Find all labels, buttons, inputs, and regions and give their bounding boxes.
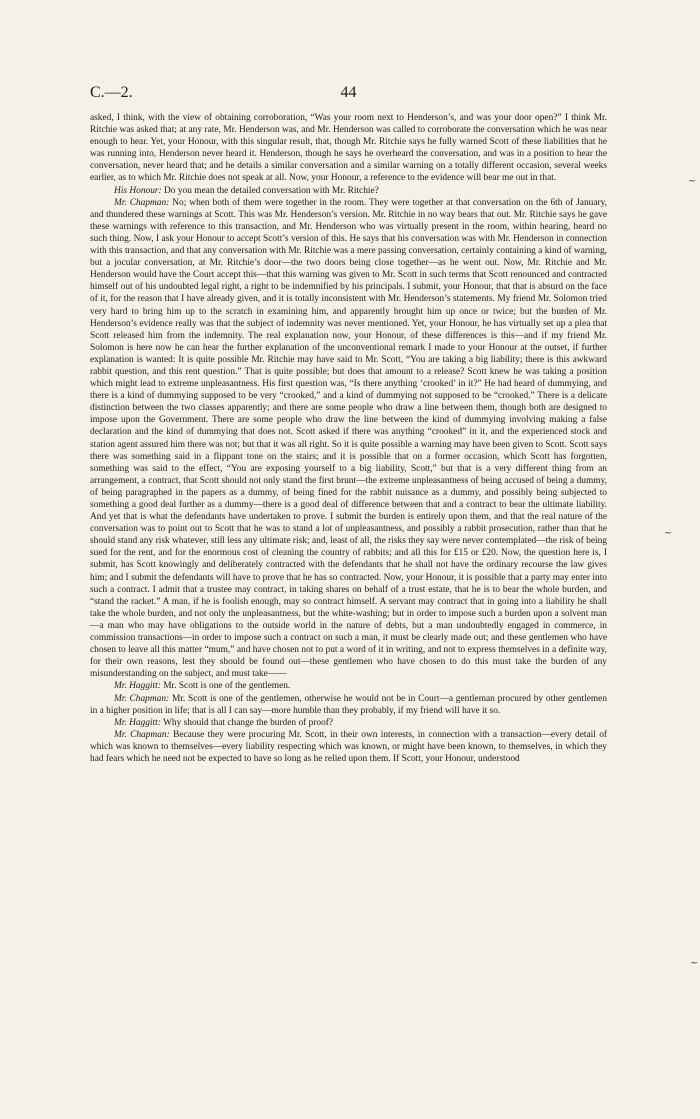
speaker-name: Mr. Chapman:: [114, 197, 170, 208]
margin-mark: ~: [690, 958, 699, 969]
paragraph-text: Do you mean the detailed conversation with Mr. Ritchie?: [164, 185, 379, 196]
section-reference: C.—2.: [90, 84, 133, 101]
transcript-paragraph: [90, 729, 607, 765]
speaker-name: Mr. Chapman:: [114, 729, 170, 740]
transcript-paragraph: [90, 185, 607, 197]
page-header: [90, 84, 607, 106]
paragraph-text: Mr. Scott is one of the gentlemen.: [163, 681, 291, 692]
paragraph-text: asked, I think, with the view of obtaining corroboration, “Was your room next to Henderson’s, and was your door open?” I think Mr. Ritchie was asked that; at any rate, Mr. Henderson was, and Mr. Henderson was called to corroborate the conversation which he was near enough to hear. Yet, your Honour, with this singular result, that, though Mr. Ritchie says he fully warned Scott of these liabilities that he was running into, Henderson never heard it. Henderson, though he says he overheard the conversation, and was in a position to hear the conversation, never heard that; and he details a similar conversation and a similar warning on a totally different occasion, several weeks earlier, as to which Mr. Ritchie does not speak at all. Now, your Honour, a reference to the evidence will bear me out in that.: [90, 113, 607, 184]
transcript-paragraph: [90, 680, 607, 692]
margin-mark: ~: [688, 176, 697, 187]
transcript-paragraph: [90, 197, 607, 681]
transcript-body: [90, 112, 607, 765]
page-number: 44: [340, 84, 357, 101]
margin-mark: ~: [664, 528, 673, 539]
speaker-name: Mr. Haggitt:: [114, 681, 161, 692]
transcript-paragraph: [90, 717, 607, 729]
speaker-name: Mr. Haggitt:: [114, 717, 161, 728]
transcript-paragraph: [90, 112, 607, 185]
speaker-name: Mr. Chapman:: [114, 693, 170, 704]
paragraph-text: Mr. Scott is one of the gentlemen, otherwise he would not be in Court—a gentleman procured by other gentlemen in a higher position in life; that is all I can say—more humble than they probably, if my friend will have it so.: [90, 693, 608, 716]
paragraph-text: Why should that change the burden of proof?: [163, 717, 334, 728]
paragraph-text: Because they were procuring Mr. Scott, in their own interests, in connection with a transaction—every detail of which was known to themselves—every liability respecting which was known, or might have been known, to themselves, in which they had fears which he need not be expected to have so long as he relied upon them. If Scott, your Honour, understood: [90, 729, 608, 764]
transcript-paragraph: [90, 693, 607, 717]
speaker-name: His Honour:: [114, 185, 162, 196]
paragraph-text: No; when both of them were together in the room. They were together at that conversation on the 6th of January, and thundered these warnings at Scott. This was Mr. Henderson’s version. Mr. Ritchie in no way bears that out. Mr. Ritchie says he gave these warnings with reference to this transaction, and Mr. Henderson who was virtually present in the room, within hearing, heard no such thing. Now, I ask your Honour to accept Scott’s version of this. He says that his conversation was with Mr. Henderson in connection with this transaction, and that any conversation with Mr. Ritchie was a mere passing conversation, certainly containing a kind of warning, but a jocular conversation, at Mr. Ritchie’s door—the two doors being close together—as he went out. Now, Mr. Ritchie and Mr. Henderson would have the Court accept this—that this warning was given to Mr. Scott in such terms that Scott renounced and contracted himself out of his undoubted legal right, a right to be indemnified by his principals. I submit, your Honour, that that is absurd on the face of it, for the reason that I have already given, and it is totally inconsistent with Mr. Henderson’s statements. My friend Mr. Solomon tried very hard to bring him up to the scratch in examining him, and apparently brought him up once or twice; but the burden of Mr. Henderson’s evidence really was that the subject of indemnity was never mentioned. Yet, your Honour, he has virtually set up a plea that Scott released him from the indemnity. The real explanation now, your Honour, of these differences is this—and if my friend Mr. Solomon is here now he can hear the further explanation of the unconventional remark I made to your Honour at the outset, if further explanation is wanted: It is quite possible Mr. Ritchie may have said to Mr. Scott, “You are taking a big liability; there is this awkward rabbit question, and this rent question.” That is quite possible; but does that amount to a release? Scott knew he was taking a position which might lead to extreme unpleasantness. His first question was, “Is there anything ‘crooked’ in it?” He had heard of dummying, and there is a kind of dummying supposed to be very “crooked,” and a kind of dummying not supposed to be “crooked.” There is a delicate distinction between the two classes apparently; and there are some people who draw a line between them, though both are designed to impose upon the Government. There are some people who draw the line between the kind of dummying involving making a false declaration and the kind of dummying that does not. Scott asked if there was anything “crooked” in it, and the experienced stock and station agent assured him there was not; but that it was all right. So it is quite possible a warning may have been given to Scott. Scott says there was something said in a flippant tone on the stairs; and it is possible that on a former occasion, which Scott has forgotten, something was said to the effect, “You are exposing yourself to a big liability, Scott,” but that is a very different thing from an arrangement, a contract, that Scott should not only stand the first brunt—the extreme unpleasantness of being accused of being a dummy, of being paragraphed in the papers as a dummy, of being fined for the rabbit nuisance as a dummy, and possibly being subjected to something a good deal further as a dummy—there is a good deal of difference between that and a contract to bear the ultimate liability. And yet that is what the defendants have undertaken to prove. I submit the burden is entirely upon them, and that the real nature of the conversation was to point out to Scott that he was to stand a lot of unpleasantness, and possibly a rabbit prosecution, rather than that he should stand any risk whatever, still less any ultimate risk; and, least of all, the risks they say were never contemplated—the risk of being sued for the rent, and for the enormous cost of cleaning the country of rabbits; and all this for £15 or £20. Now, the question here is, I submit, has Scott knowingly and deliberately contracted with the defendants that he shall not have the ordinary recourse the law gives him; and I submit the defendants will have to prove that he has so contracted. Now, your Honour, it is possible that a party may enter into such a contract. I admit that a trustee may contract, in taking shares on behalf of a trust estate, that he is to bear the whole burden, and “stand the racket.” A man, if he is foolish enough, may so contract himself. A servant may contract that in going into a liability he shall take the whole burden, and not only the unpleasantness, but the white-washing; but in order to impose such a burden upon a solvent man—a man who may have obligations to the outside world in the nature of debts, but a man undoubtedly engaged in commerce, in commission transactions—in order to impose such a contract on such a man, it must be clearly made out; and these gentlemen who have chosen to leave all this matter “mum,” and have chosen not to put a word of it in writing, and not to express themselves in a definite way, for their own reasons, lest they should be found out—these gentlemen who have chosen to do this must take the burden of any misunderstanding on the subject, and must take——: [90, 197, 608, 680]
